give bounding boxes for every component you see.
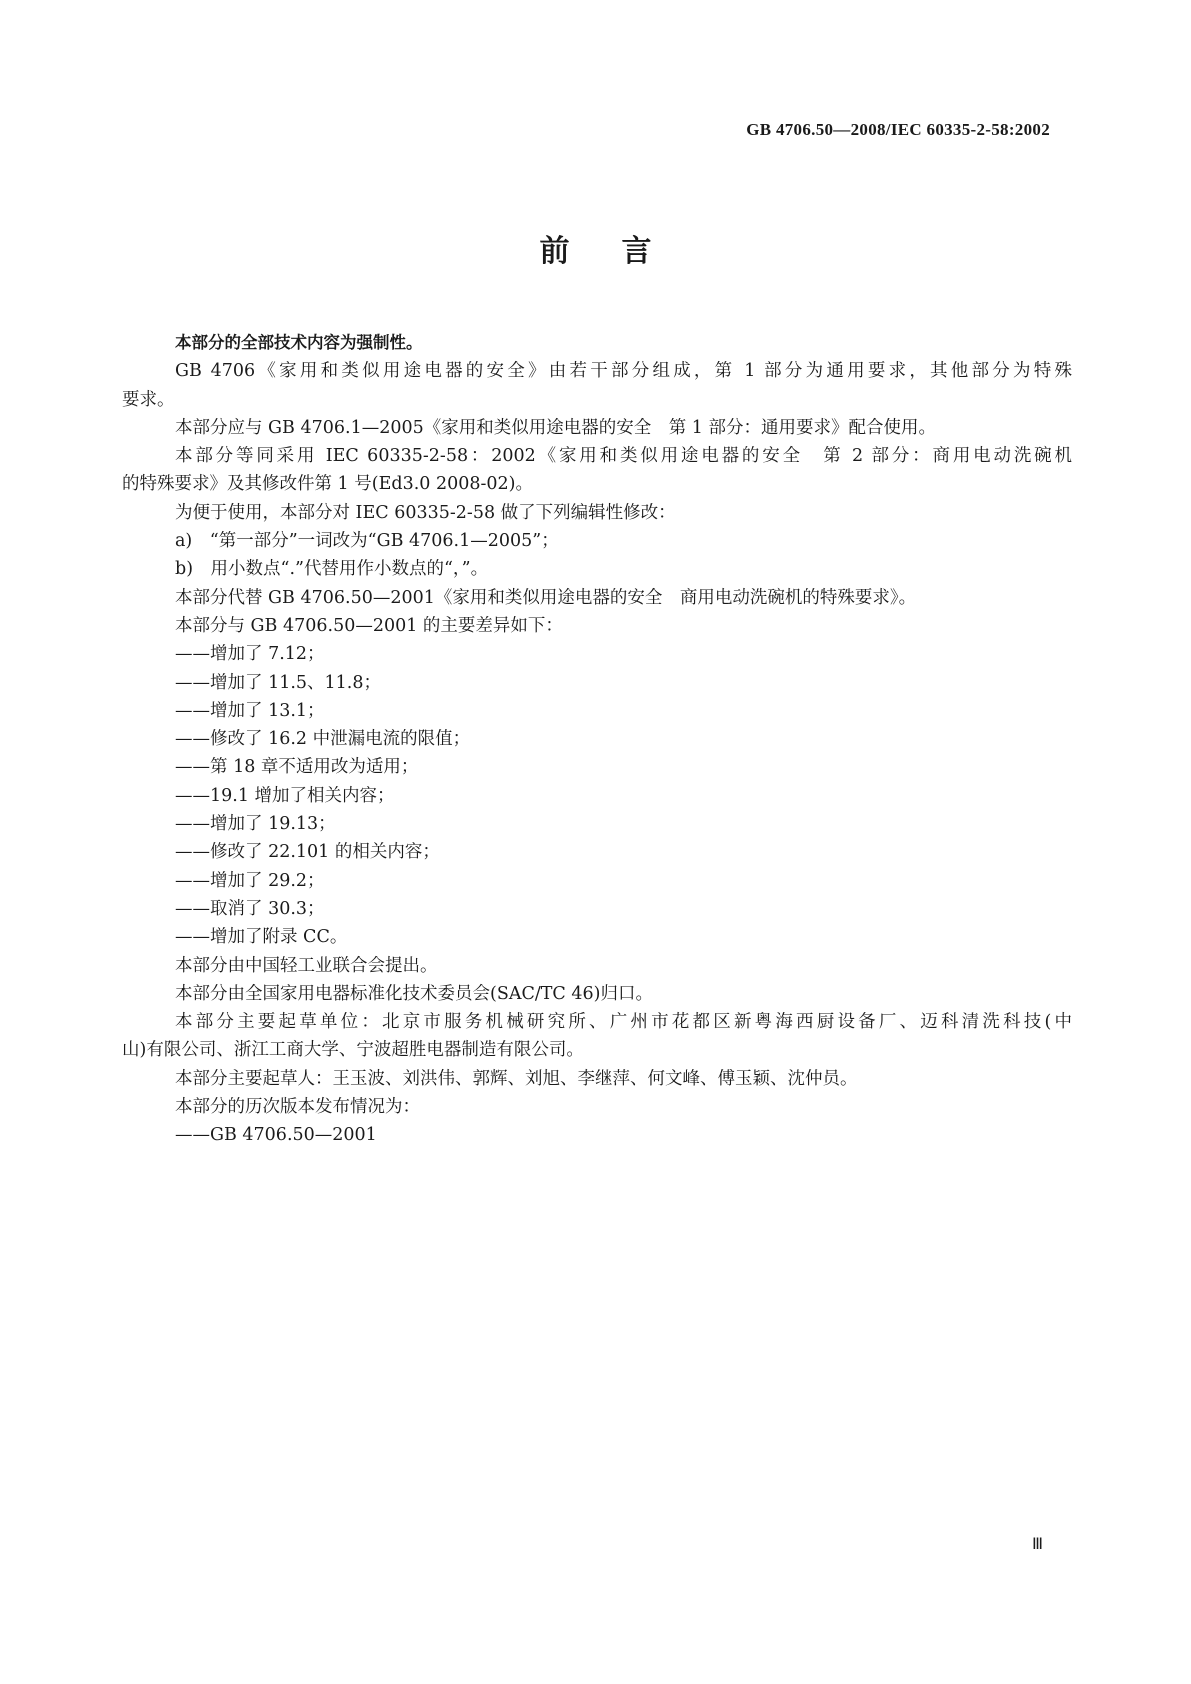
page-number: Ⅲ [1031, 1536, 1043, 1553]
document-body [122, 329, 1072, 1150]
paragraph-adoption: 本部分等同采用 IEC 60335-2-58：2002《家用和类似用途电器的安全 第 2 部分：商用电动洗碗机 [175, 446, 1072, 467]
paragraph-series: GB 4706《家用和类似用途电器的安全》由若干部分组成，第 1 部分为通用要求，其他部分为特殊 [175, 361, 1072, 382]
list-item: ——19.1 增加了相关内容； [175, 785, 395, 806]
paragraph-drafting-units: 本部分主要起草单位：北京市服务机械研究所、广州市花都区新粤海西厨设备厂、迈科清洗科技(中 [175, 1012, 1072, 1033]
paragraph-differences: 本部分与 GB 4706.50—2001 的主要差异如下： [175, 615, 563, 636]
paragraph-usage: 本部分应与 GB 4706.1—2005《家用和类似用途电器的安全 第 1 部分：通用要求》配合使用。 [175, 417, 936, 438]
paragraph-history: 本部分的历次版本发布情况为： [175, 1097, 420, 1118]
list-item: ——GB 4706.50—2001 [175, 1125, 377, 1146]
page-title: 前言 [539, 234, 704, 269]
list-item: ——增加了 19.13； [175, 814, 336, 835]
list-item: ——增加了 13.1； [175, 700, 325, 721]
list-item: ——增加了 29.2； [175, 870, 325, 891]
paragraph-managed-by: 本部分由全国家用电器标准化技术委员会(SAC/TC 46)归口。 [175, 983, 653, 1004]
paragraph-proposed-by: 本部分由中国轻工业联合会提出。 [175, 955, 438, 976]
paragraph-drafters: 本部分主要起草人：王玉波、刘洪伟、郭辉、刘旭、李继萍、何文峰、傅玉颖、沈仲员。 [175, 1068, 858, 1089]
paragraph-mandatory: 本部分的全部技术内容为强制性。 [175, 333, 423, 352]
paragraph-series-cont: 要求。 [122, 389, 175, 410]
paragraph-editorial: 为便于使用，本部分对 IEC 60335-2-58 做了下列编辑性修改： [175, 502, 676, 523]
list-item: ——修改了 16.2 中泄漏电流的限值； [175, 729, 471, 750]
list-item: ——修改了 22.101 的相关内容； [175, 842, 440, 863]
paragraph-drafting-units-cont: 山)有限公司、浙江工商大学、宁波超胜电器制造有限公司。 [122, 1040, 584, 1061]
list-item: ——增加了 7.12； [175, 644, 325, 665]
standard-code-header: GB 4706.50—2008/IEC 60335-2-58:2002 [746, 120, 1050, 139]
list-item: ——取消了 30.3； [175, 898, 325, 919]
list-item: ——第 18 章不适用改为适用； [175, 757, 419, 778]
list-item: ——增加了 11.5、11.8； [175, 672, 381, 693]
paragraph-replaces: 本部分代替 GB 4706.50—2001《家用和类似用途电器的安全 商用电动洗碗机的特殊要求》。 [175, 587, 917, 608]
list-item: ——增加了附录 CC。 [175, 927, 348, 948]
paragraph-adoption-cont: 的特殊要求》及其修改件第 1 号(Ed3.0 2008-02)。 [122, 474, 534, 495]
list-item: a) “第一部分”一词改为“GB 4706.1—2005”； [175, 531, 559, 552]
list-item: b) 用小数点“.”代替用作小数点的“，”。 [175, 559, 489, 580]
